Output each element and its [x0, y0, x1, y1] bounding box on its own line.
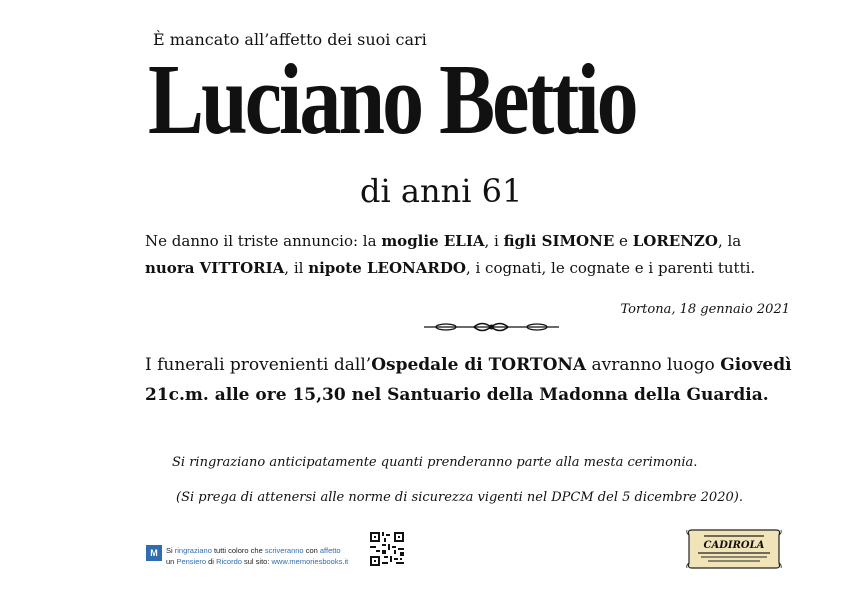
footer-highlight: ringraziano — [174, 546, 212, 555]
announcement-bold: LORENZO — [632, 232, 718, 250]
announcement-text: , i cognati, le cognate e i parenti tutti. — [465, 259, 756, 277]
announcement-paragraph — [145, 228, 795, 282]
announcement-bold: figli SIMONE — [503, 232, 615, 250]
ornament-divider — [424, 320, 559, 334]
funeral-text: avranno luogo — [586, 355, 721, 375]
announcement-text: Ne danno il triste annuncio: la — [145, 232, 382, 250]
footer-text: Si — [166, 546, 175, 555]
funeral-agency-logo — [686, 527, 782, 571]
funeral-bold: Ospedale di TORTONA — [371, 355, 587, 375]
memories-logo-icon: M — [146, 545, 162, 561]
announcement-text: , i — [484, 232, 504, 250]
age-text: di anni 61 — [360, 172, 523, 210]
deceased-name: Luciano Bettio — [148, 44, 636, 156]
covid-notice: (Si prega di attenersi alle norme di sicurezza vigenti nel DPCM del 5 dicembre 2020). — [176, 490, 743, 505]
footer-text: sul sito: — [241, 557, 272, 566]
announcement-text: , il — [284, 259, 309, 277]
footer-highlight: Pensiero — [176, 557, 207, 566]
thanks-text: Si ringraziano anticipatamente quanti prenderanno parte alla mesta cerimonia. — [172, 455, 698, 470]
footer-highlight: Ricordo — [216, 557, 242, 566]
funeral-text: I funerali provenienti dall’ — [145, 355, 372, 375]
footer-text: di — [206, 557, 217, 566]
footer-highlight: scriveranno — [264, 546, 304, 555]
footer-text: con — [303, 546, 320, 555]
agency-name: CADIROLA — [703, 540, 765, 551]
announcement-bold: nuora VITTORIA — [145, 259, 285, 277]
funeral-paragraph — [145, 350, 805, 410]
announcement-bold: moglie ELIA — [381, 232, 485, 250]
intro-text: È mancato all’affetto dei suoi cari — [153, 30, 427, 49]
footer-note — [166, 545, 371, 567]
footer-highlight: affetto — [319, 546, 341, 555]
website-link[interactable]: www.memoriesbooks.it — [271, 557, 349, 566]
announcement-text: e — [614, 232, 633, 250]
announcement-bold: nipote LEONARDO — [308, 259, 466, 277]
footer-text: un — [166, 557, 177, 566]
qr-code-icon[interactable] — [370, 532, 404, 566]
footer-text: tutti coloro che — [211, 546, 265, 555]
announcement-text: , la — [717, 232, 742, 250]
place-date: Tortona, 18 gennaio 2021 — [620, 302, 790, 317]
funeral-bold: Giovedì 21c.m. alle ore 15,30 nel Santuario della Madonna della Guardia. — [145, 355, 792, 405]
